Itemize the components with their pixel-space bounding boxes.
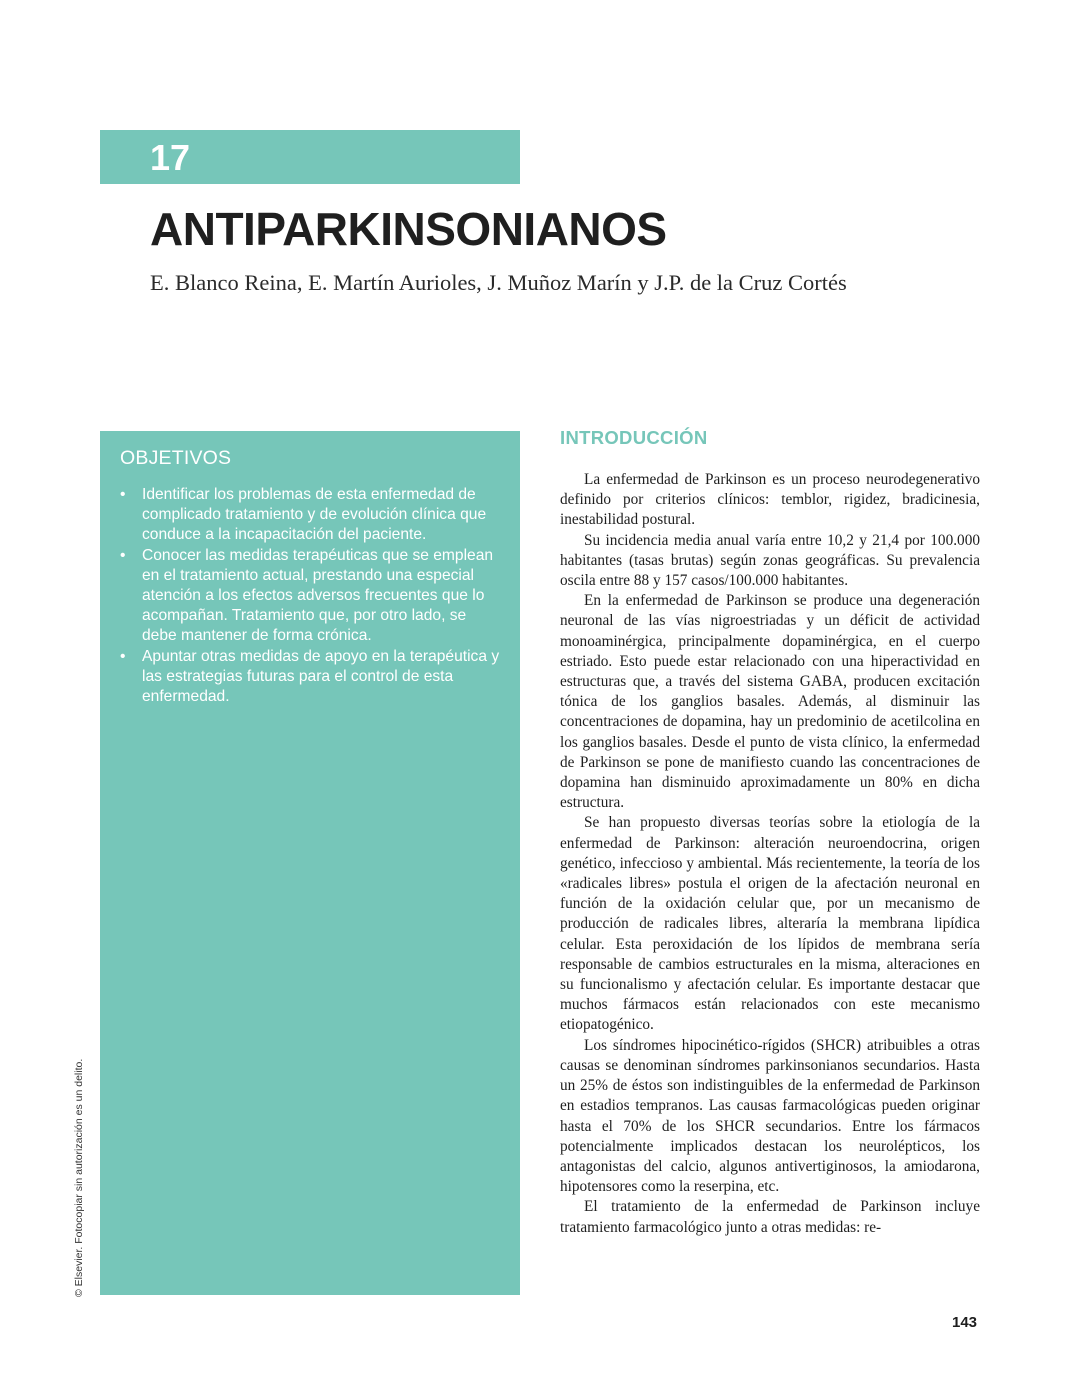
objective-text: Identificar los problemas de esta enfermedad de complicado tratamiento y de evolución clínica que conduce a la incapacitación del paciente.: [142, 486, 487, 544]
introduction-body: [560, 470, 980, 1238]
introduction-paragraph: Se han propuesto diversas teorías sobre la etiología de la enfermedad de Parkinson: alteración neuroendocrina, origen genético, infeccioso y ambiental. Más recientemente, la teoría de los «radicales libres» postula el origen de la afectación neuronal en función de la oxidación celular que, por un mecanismo de producción de radicales libres, alteraría la membrana lipídica celular. Esta peroxidación de los lípidos de membrana sería responsable de cambios estructurales en la misma, alteraciones en su funcionalismo y afectación celular. Es importante destacar que muchos fármacos están relacionados con este mecanismo etiopatogénico.: [560, 814, 980, 1034]
introduction-paragraph: Los síndromes hipocinético-rígidos (SHCR) atribuibles a otras causas se denominan síndromes parkinsonianos secundarios. Hasta un 25% de éstos son indistinguibles de la enfermedad de Parkinson en estadios tempranos. Las causas farmacológicas pueden originar hasta el 70% de los SHCR secundarios. Entre los fármacos potencialmente implicados destacan los neurolépticos, los antagonistas del calcio, algunos antivertiginosos, la amiodarona, hipotensores como la reserpina, etc.: [560, 1036, 980, 1196]
objective-text: Apuntar otras medidas de apoyo en la terapéutica y las estrategias futuras para el control de esta enfermedad.: [142, 647, 500, 706]
objectives-heading: OBJETIVOS: [120, 447, 232, 469]
introduction-paragraph: El tratamiento de la enfermedad de Parkinson incluye tratamiento farmacológico junto a otras medidas: re-: [560, 1198, 980, 1236]
chapter-authors: E. Blanco Reina, E. Martín Aurioles, J. Muñoz Marín y J.P. de la Cruz Cortés: [150, 270, 847, 295]
objective-item: [120, 546, 500, 647]
introduction-paragraph: En la enfermedad de Parkinson se produce una degeneración neuronal de las vías nigroestriadas y un déficit de actividad monoaminérgica, principalmente dopaminérgica, en el cuerpo estriado. Esto puede estar relacionado con una hiperactividad en estructuras que, a través del sistema GABA, producen excitación tónica de los ganglios basales. Además, al disminuir las concentraciones de dopamina, hay un predominio de acetilcolina en los ganglios basales. Desde el punto de vista clínico, la enfermedad de Parkinson se pone de manifiesto cuando las concentraciones de dopamina han disminuido aproximadamente un 80% en dicha estructura.: [560, 592, 980, 812]
objectives-box: [100, 431, 520, 1295]
introduction-paragraph: La enfermedad de Parkinson es un proceso neurodegenerativo definido por criterios clínicos: temblor, rigidez, bradicinesia, inestabilidad postural.: [560, 471, 980, 529]
bullet-icon: •: [120, 486, 126, 503]
introduction-heading: INTRODUCCIÓN: [560, 427, 708, 448]
objective-text: Conocer las medidas terapéuticas que se emplean en el tratamiento actual, prestando una especial atención a los efectos adversos frecuentes que lo acompañan. Tratamiento que, por otro lado, se debe mantener de forma crónica.: [142, 546, 494, 645]
objective-item: [120, 485, 500, 546]
objectives-list: [120, 485, 500, 707]
chapter-title: ANTIPARKINSONIANOS: [150, 203, 667, 255]
objective-item: [120, 647, 500, 708]
bullet-icon: •: [120, 647, 126, 665]
introduction-paragraph: Su incidencia media anual varía entre 10,2 y 21,4 por 100.000 habitantes (tasas brutas) según zonas geográficas. Su prevalencia oscila entre 88 y 157 casos/100.000 habitantes.: [560, 531, 980, 590]
page-number: 143: [952, 1314, 978, 1331]
chapter-number-bar: [100, 130, 520, 184]
bullet-icon: •: [120, 546, 126, 564]
copyright-notice: © Elsevier. Fotocopiar sin autorización es un delito.: [73, 1058, 85, 1297]
chapter-number: 17: [150, 137, 191, 178]
